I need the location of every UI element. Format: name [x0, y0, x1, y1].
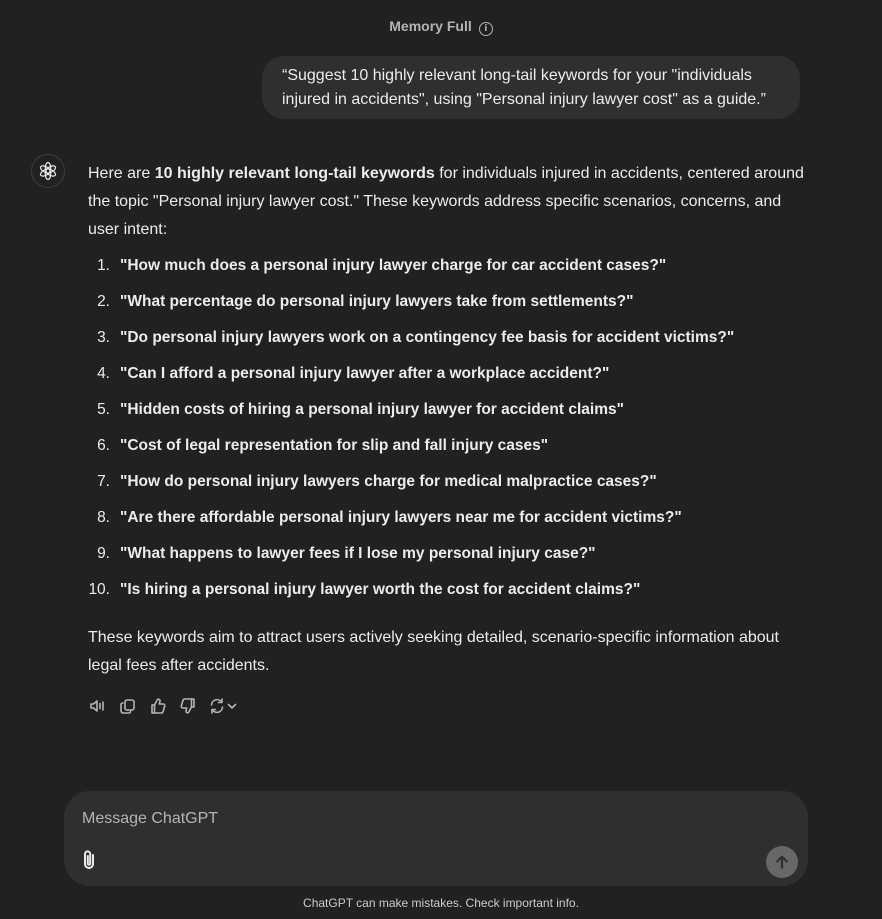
memory-status: [0, 18, 882, 36]
send-button[interactable]: [766, 846, 798, 878]
keyword-text: "What percentage do personal injury lawyers take from settlements?": [120, 293, 634, 310]
openai-logo-icon: [31, 154, 65, 188]
list-number: 2.: [97, 293, 110, 310]
assistant-message: [88, 160, 808, 680]
list-item: [88, 360, 808, 396]
keyword-text: "Can I afford a personal injury lawyer after a workplace accident?": [120, 365, 610, 382]
thumbs-down-icon[interactable]: [178, 696, 198, 716]
list-item: [88, 504, 808, 540]
list-number: 6.: [97, 437, 110, 454]
thumbs-up-icon[interactable]: [148, 696, 168, 716]
intro-rest: for individuals injured in accidents, centered around the topic "Personal injury lawyer cost." These keywords address specific scenarios, concerns, and user intent:: [88, 165, 804, 238]
keyword-text: "How much does a personal injury lawyer charge for car accident cases?": [120, 257, 667, 274]
intro-bold: 10 highly relevant long-tail keywords: [154, 165, 435, 182]
disclaimer-text: ChatGPT can make mistakes. Check important info.: [303, 896, 579, 910]
regenerate-icon[interactable]: [208, 696, 242, 716]
list-number: 1.: [97, 257, 110, 274]
list-number: 8.: [97, 509, 110, 526]
keyword-text: "How do personal injury lawyers charge for medical malpractice cases?": [120, 473, 657, 490]
list-item: [88, 540, 808, 576]
memory-label: Memory Full: [389, 18, 472, 34]
message-composer: [64, 791, 808, 886]
keyword-text: "Are there affordable personal injury lawyers near me for accident victims?": [120, 509, 682, 526]
list-number: 10.: [88, 581, 110, 598]
info-icon[interactable]: i: [479, 22, 493, 36]
list-number: 7.: [97, 473, 110, 490]
copy-icon[interactable]: [118, 696, 138, 716]
list-number: 3.: [97, 329, 110, 346]
read-aloud-icon[interactable]: [88, 696, 108, 716]
user-message-text: “Suggest 10 highly relevant long-tail keywords for your "individuals injured in accidents", using "Personal injury lawyer cost" as a guide.”: [282, 67, 766, 108]
list-item: [88, 468, 808, 504]
list-item: [88, 396, 808, 432]
message-input[interactable]: [82, 807, 722, 831]
list-number: 5.: [97, 401, 110, 418]
list-item: [88, 252, 808, 288]
list-item: [88, 432, 808, 468]
user-message-bubble: [262, 56, 800, 119]
list-number: 9.: [97, 545, 110, 562]
intro-lead: Here are: [88, 165, 155, 182]
paperclip-icon[interactable]: [80, 849, 100, 871]
keyword-text: "Is hiring a personal injury lawyer worth the cost for accident claims?": [120, 581, 641, 598]
keyword-text: "Do personal injury lawyers work on a contingency fee basis for accident victims?": [120, 329, 735, 346]
keyword-text: "Hidden costs of hiring a personal injury lawyer for accident claims": [120, 401, 624, 418]
chevron-down-icon[interactable]: [226, 700, 238, 712]
list-item: [88, 576, 808, 612]
keyword-text: "Cost of legal representation for slip and fall injury cases": [120, 437, 549, 454]
arrow-up-icon: [774, 854, 790, 870]
assistant-intro: [88, 160, 808, 244]
keyword-text: "What happens to lawyer fees if I lose my personal injury case?": [120, 545, 596, 562]
list-item: [88, 288, 808, 324]
list-item: [88, 324, 808, 360]
keyword-list: [88, 252, 808, 612]
message-actions: [88, 696, 242, 716]
list-number: 4.: [97, 365, 110, 382]
assistant-outro: These keywords aim to attract users actively seeking detailed, scenario-specific information about legal fees after accidents.: [88, 629, 779, 674]
